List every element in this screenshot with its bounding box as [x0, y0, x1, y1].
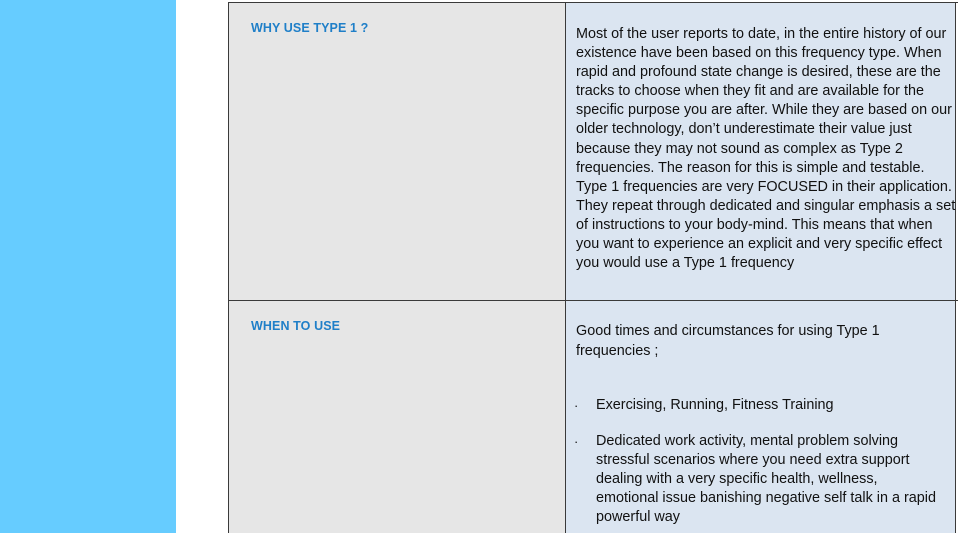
- list-item: [566, 396, 954, 415]
- bullet-text: Dedicated work activity, mental problem solving stressful scenarios where you need extra support dealing with a very specific health, wellness, emotional issue banishing negative self talk in a rapid powerful way: [596, 433, 936, 525]
- row-heading: WHEN TO USE: [251, 319, 341, 333]
- row-body-text: Most of the user reports to date, in the entire history of our existence have been based on this frequency type. When rapid and profound state change is desired, these are the tracks to choose when they fit and are available for the specific purpose you are after. While they are based on our older technology, don’t underestimate their value just because they may not sound as complex as Type 2 frequencies. The reason for this is simple and testable. Type 1 frequencies are very FOCUSED in their application. They repeat through dedicated and singular emphasis a set of instructions to your body-mind. This means that when you want to experience an explicit and very specific effect you would use a Type 1 frequency: [576, 26, 956, 272]
- row-body-cell: [566, 301, 956, 533]
- row-label-cell: [228, 301, 566, 533]
- info-table: [228, 2, 958, 533]
- list-item: [566, 432, 954, 527]
- bullet-icon: ·: [574, 398, 579, 413]
- table-row-why-use: [228, 3, 958, 301]
- bullet-text: Exercising, Running, Fitness Training: [596, 397, 834, 413]
- row-label-cell: [228, 3, 566, 300]
- table-row-when-to-use: [228, 301, 958, 533]
- bullet-icon: ·: [574, 434, 579, 449]
- side-color-panel: [0, 0, 176, 533]
- row-body-cell: [566, 3, 956, 300]
- bullet-list: [566, 396, 954, 533]
- row-heading: WHY USE TYPE 1 ?: [251, 21, 369, 35]
- row-intro-text: Good times and circumstances for using Type 1 frequencies ;: [576, 323, 880, 359]
